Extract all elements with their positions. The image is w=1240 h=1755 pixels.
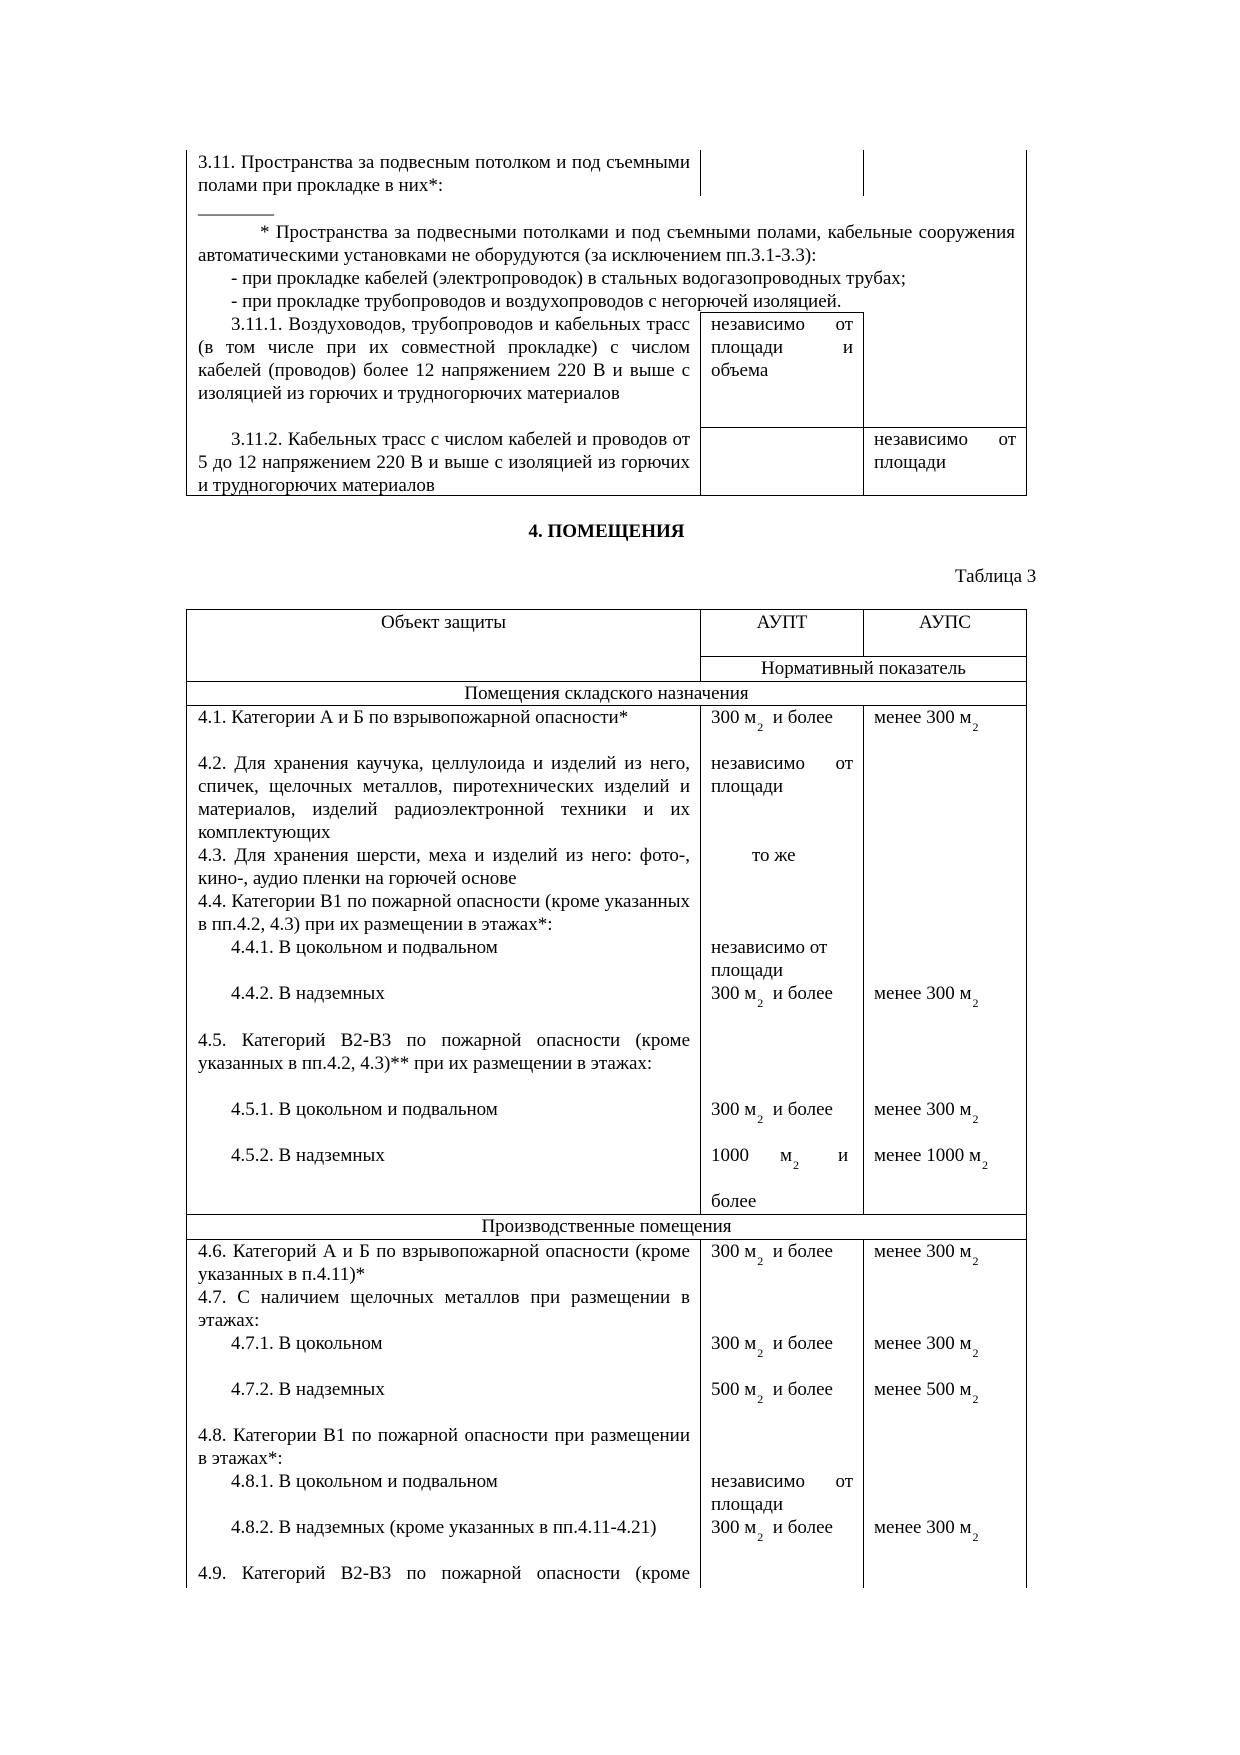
table-border-top (186, 609, 1027, 610)
row-4-8-2-aups: менее 300 $м_2$ (874, 1517, 979, 1544)
header-norm: Нормативный показатель (761, 658, 966, 679)
group-production: Производственные помещения (481, 1216, 732, 1237)
table-border-right (1026, 150, 1027, 496)
table-label: Таблица 3 (955, 566, 1037, 587)
row-4-8-1-aupt: независимо от площади (711, 1471, 853, 1515)
row-4-4-1: 4.4.1. В цокольном и подвальном (231, 937, 498, 958)
row-3-11-1-aupt: независимо от площади и объема (711, 314, 853, 381)
header-aupt: АУПТ (756, 612, 808, 633)
column-divider (700, 1240, 701, 1588)
row-4-4-1-aupt: независимо от площади (711, 937, 828, 981)
row-4-4-2-aupt: 300 $м_2$ и более (711, 983, 833, 1010)
row-4-8: 4.8. Категории В1 по пожарной опасности при размещении в этажах*: (198, 1425, 690, 1469)
row-4-1-aups: менее 300 $м_2$ (874, 707, 979, 734)
row-4-1-aupt: 300 $м_2$ и более (711, 707, 833, 734)
row-4-5-2-aupt-a: 1000 (711, 1145, 749, 1166)
row-4-6: 4.6. Категорий А и Б по взрывопожарной опасности (кроме указанных в п.4.11)* (198, 1241, 690, 1285)
row-4-6-aups: менее 300 $м_2$ (874, 1241, 979, 1268)
row-4-5-1-aupt: 300 $м_2$ и более (711, 1099, 833, 1126)
row-3-11-1-text: 3.11.1. Воздуховодов, трубопроводов и кабельных трасс (в том числе при их совместной прокладке) с числом кабелей (проводов) более 12 напряжением 220 В и выше с изоляцией из горючих и трудногорючих материалов (198, 314, 690, 404)
row-4-8-2-aupt: 300 $м_2$ и более (711, 1517, 833, 1544)
row-4-7-2-aups: менее 500 $м_2$ (874, 1379, 979, 1406)
table-border-left (186, 610, 187, 1588)
row-4-7-1: 4.7.1. В цокольном (231, 1333, 383, 1354)
footnote-item-1: - при прокладке кабелей (электропроводок) в стальных водогазопроводных трубах; (231, 268, 907, 289)
header-aups: АУПС (919, 612, 971, 633)
row-4-4: 4.4. Категории В1 по пожарной опасности (кроме указанных в пп.4.2, 4.3) при их размещении в этажах*: (198, 891, 690, 935)
row-4-8-1: 4.8.1. В цокольном и подвальном (231, 1471, 498, 1492)
row-4-3-aupt: то же (752, 845, 796, 866)
row-4-5: 4.5. Категорий В2-В3 по пожарной опасности (кроме указанных в пп.4.2, 4.3)** при их размещении в этажах: (198, 1030, 690, 1074)
row-4-5-2: 4.5.2. В надземных (231, 1145, 385, 1166)
row-4-9: 4.9. Категорий В2-В3 по пожарной опасности (кроме (198, 1563, 690, 1584)
row-3-11-2-text: 3.11.2. Кабельных трасс с числом кабелей и проводов от 5 до 12 напряжением 220 В и выше с изоляцией из горючих и трудногорючих материалов (198, 429, 690, 496)
row-4-6-aupt: 300 $м_2$ и более (711, 1241, 833, 1268)
column-divider (863, 150, 864, 196)
row-4-5-2-aups: менее 1000 $м_2$ (874, 1145, 989, 1172)
table-border-right (1026, 610, 1027, 1588)
column-divider (863, 312, 864, 496)
column-divider (863, 1240, 864, 1588)
table-border-left (186, 150, 187, 496)
row-4-3: 4.3. Для хранения шерсти, меха и изделий из него: фото-, кино-, аудио пленки на горючей основе (198, 845, 690, 889)
row-4-8-2: 4.8.2. В надземных (кроме указанных в пп.4.11-4.21) (231, 1517, 657, 1538)
row-4-2-aupt: независимо от площади (711, 753, 853, 797)
column-divider (700, 150, 701, 196)
row-4-5-2-aupt-c: и (838, 1145, 849, 1166)
group-storage: Помещения складского назначения (464, 683, 749, 704)
row-4-7-1-aupt: 300 $м_2$ и более (711, 1333, 833, 1360)
row-4-5-1: 4.5.1. В цокольном и подвальном (231, 1099, 498, 1120)
row-4-2: 4.2. Для хранения каучука, целлулоида и изделий из него, спичек, щелочных металлов, пиротехнических изделий и материалов, изделий радиоэлектронной техники и их комплектующих (198, 753, 690, 843)
section-title: 4. ПОМЕЩЕНИЯ (528, 521, 685, 542)
row-4-4-2: 4.4.2. В надземных (231, 983, 385, 1004)
row-4-5-2-aupt-d: более (711, 1191, 757, 1212)
row-4-5-1-aups: менее 300 $м_2$ (874, 1099, 979, 1126)
row-4-5-2-aupt-b: $м_2$ (780, 1145, 800, 1172)
footnote-rule: ________ (198, 197, 274, 218)
row-4-7-1-aups: менее 300 $м_2$ (874, 1333, 979, 1360)
footnote-main: * Пространства за подвесными потолками и под съемными полами, кабельные сооружения автоматическими установками не оборудуются (за исключением пп.3.1-3.3): (198, 222, 1015, 266)
column-divider (863, 706, 864, 1215)
row-3-11-2-aups: независимо от площади (874, 429, 1016, 473)
row-4-7-2: 4.7.2. В надземных (231, 1379, 385, 1400)
column-divider (700, 706, 701, 1215)
row-4-7-2-aupt: 500 $м_2$ и более (711, 1379, 833, 1406)
column-divider (700, 312, 701, 496)
header-object: Объект защиты (380, 612, 506, 633)
row-4-7: 4.7. С наличием щелочных металлов при размещении в этажах: (198, 1287, 690, 1331)
footnote-item-2: - при прокладке трубопроводов и воздухопроводов с негорючей изоляцией. (231, 291, 842, 312)
row-4-1: 4.1. Категории А и Б по взрывопожарной опасности* (198, 707, 629, 728)
row-4-4-2-aups: менее 300 $м_2$ (874, 983, 979, 1010)
row-3-11-text: 3.11. Пространства за подвесным потолком и под съемными полами при прокладке в них*: (198, 152, 690, 196)
